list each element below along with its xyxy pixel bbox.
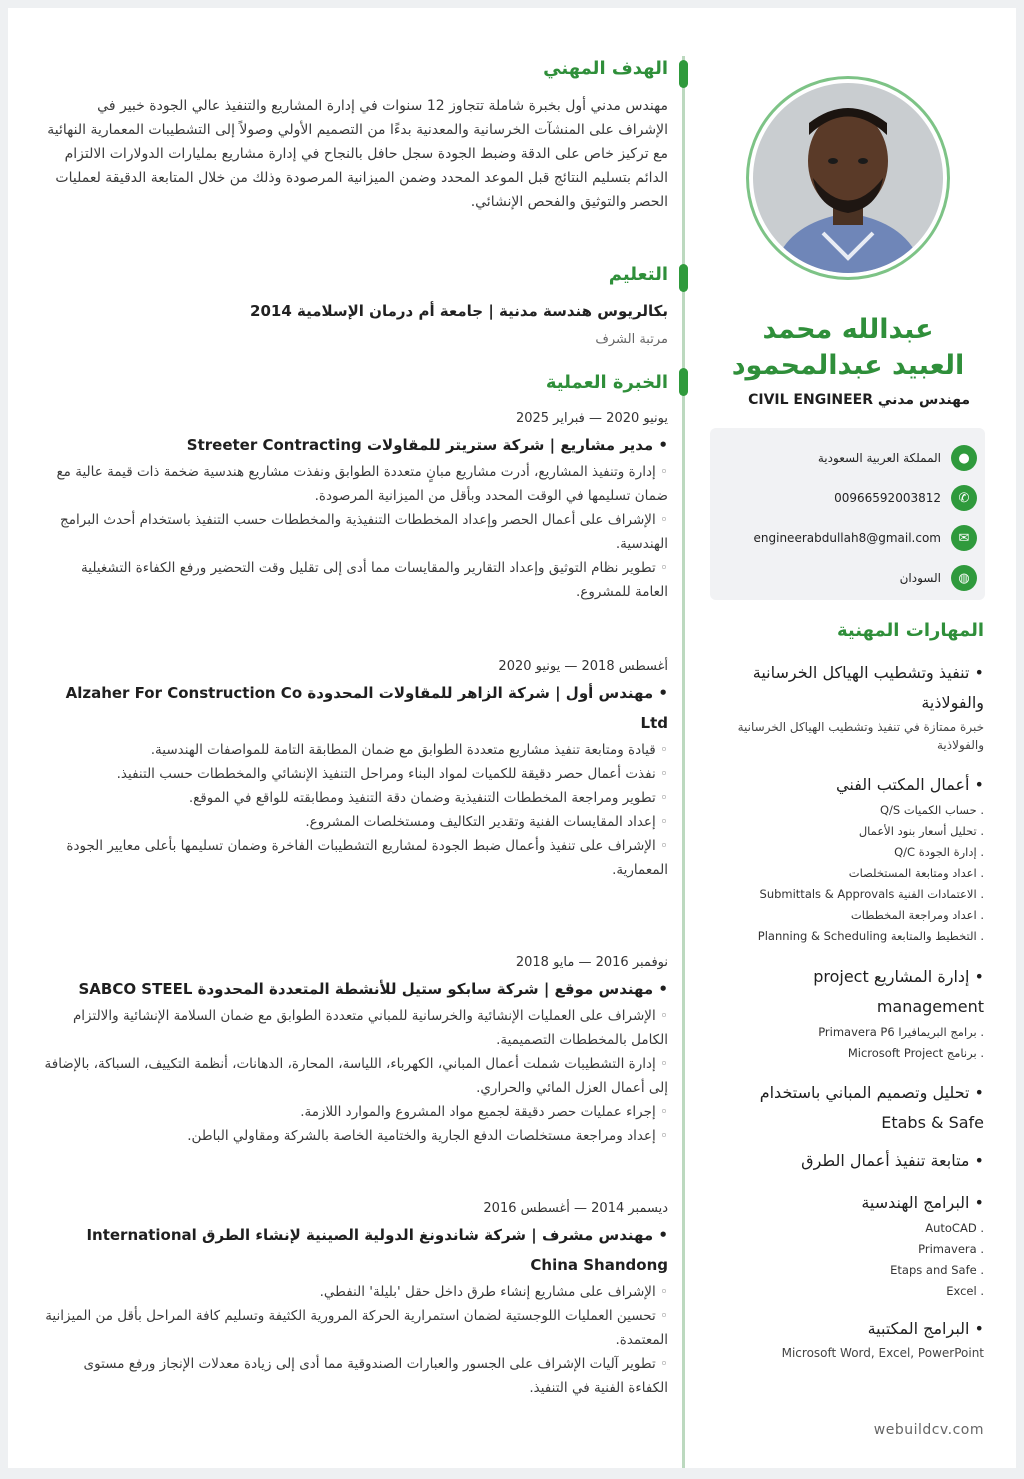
- contact-text: السودان: [899, 571, 941, 585]
- skill-desc: خبرة ممتازة في تنفيذ وتشطيب الهياكل الخرسانية والفولاذية: [737, 720, 984, 752]
- skill-sub: . حساب الكميات Q/S: [720, 800, 984, 821]
- job-bullet: ◦ تحسين العمليات اللوجستية لضمان استمرارية الحركة المرورية الكثيفة وتسليم كافة المراحل بأقل من الميزانية المعتمدة.: [44, 1304, 668, 1352]
- job-bullet: ◦ الإشراف على مشاريع إنشاء طرق داخل حقل 'بليلة' النفطي.: [44, 1280, 668, 1304]
- job-title: • مهندس موقع | شركة سابكو ستيل للأنشطة المتعددة المحدودة SABCO STEEL: [78, 980, 668, 998]
- contact-text: engineerabdullah8@gmail.com: [753, 531, 941, 545]
- skill-sub: . التخطيط والمتابعة Planning & Scheduling: [720, 926, 984, 947]
- job-bullet: ◦ إدارة وتنفيذ المشاريع، أدرت مشاريع مبانٍ متعددة الطوابق ونفذت مشاريع هندسية ضخمة ذات قيمة عالية مع ضمان تسليمها في الوقت المحدد وبأقل من الميزانية المرصودة.: [44, 460, 668, 508]
- job-date: نوفمبر 2016 — مايو 2018: [515, 955, 668, 970]
- job-bullet: ◦ إجراء عمليات حصر دقيقة لجميع مواد المشروع والموارد اللازمة.: [44, 1100, 668, 1124]
- job-entry: [44, 656, 668, 882]
- skill-sub: . اعداد ومتابعة المستخلصات: [720, 863, 984, 884]
- section-marker: [679, 264, 688, 292]
- section-marker: [679, 60, 688, 88]
- job-entry: [44, 1198, 668, 1400]
- education-degree: بكالريوس هندسة مدنية | جامعة أم درمان الإسلامية 2014: [250, 302, 668, 320]
- skill-head: • البرامج المكتبية: [720, 1314, 984, 1344]
- experience-title: الخبرة العملية: [545, 372, 668, 393]
- job-bullet: ◦ الإشراف على أعمال الحصر وإعداد المخططات التنفيذية والمخططات حسب التنفيذ باستخدام أحدث البرامج الهندسية.: [44, 508, 668, 556]
- skill-sub: . تحليل أسعار بنود الأعمال: [720, 821, 984, 842]
- job-date: ديسمبر 2014 — أغسطس 2016: [483, 1201, 668, 1216]
- skill-head: • أعمال المكتب الفني: [720, 770, 984, 800]
- job-bullet: ◦ إعداد المقايسات الفنية وتقدير التكاليف ومستخلصات المشروع.: [44, 810, 668, 834]
- footer-site[interactable]: webuildcv.com: [873, 1422, 984, 1438]
- skill-sub: . Excel: [720, 1281, 984, 1302]
- skill-head: • إدارة المشاريع project management: [720, 962, 984, 1022]
- contact-box: [710, 428, 985, 600]
- job-date: يونيو 2020 — فبراير 2025: [515, 411, 668, 426]
- resume-page: [8, 8, 1016, 1468]
- job-title: • مدير مشاريع | شركة ستريتر للمقاولات Streeter Contracting: [186, 436, 668, 454]
- skill-sub: . Primavera: [720, 1239, 984, 1260]
- skill-sub: . إدارة الجودة Q/C: [720, 842, 984, 863]
- skill-head: • البرامج الهندسية: [720, 1188, 984, 1218]
- skill-item: [720, 1078, 984, 1138]
- job-role: مهندس مدني CIVIL ENGINEER: [748, 392, 970, 408]
- skill-item: [720, 962, 984, 1064]
- contact-location: [818, 444, 977, 472]
- mail-icon: ✉: [951, 525, 977, 551]
- job-entry: [44, 408, 668, 604]
- job-bullet: ◦ تطوير ومراجعة المخططات التنفيذية وضمان دقة التنفيذ ومطابقته للواقع في الموقع.: [44, 786, 668, 810]
- contact-text: 00966592003812: [834, 491, 941, 505]
- job-bullet: ◦ نفذت أعمال حصر دقيقة للكميات لمواد البناء ومراحل التنفيذ الإنشائي والمخططات حسب التنفيذ.: [44, 762, 668, 786]
- skill-sub: . برنامج Microsoft Project: [720, 1043, 984, 1064]
- skill-item: [720, 770, 984, 947]
- contact-email[interactable]: [754, 524, 977, 552]
- job-title: • مهندس أول | شركة الزاهر للمقاولات المحدودة Alzaher For Construction Co Ltd: [65, 684, 668, 732]
- globe-icon: ◍: [951, 565, 977, 591]
- education-honor: مرتبة الشرف: [595, 332, 668, 347]
- skill-item: [720, 658, 984, 754]
- job-bullet: ◦ الإشراف على العمليات الإنشائية والخرسانية للمباني متعددة الطوابق مع ضمان السلامة الإنشائية والالتزام الكامل بالمخططات التصميمية.: [44, 1004, 668, 1052]
- skills-title: المهارات المهنية: [836, 620, 984, 641]
- contact-phone[interactable]: [834, 484, 977, 512]
- job-bullet: ◦ قيادة ومتابعة تنفيذ مشاريع متعددة الطوابق مع ضمان المطابقة التامة للمواصفات الهندسية.: [44, 738, 668, 762]
- objective-title: الهدف المهني: [543, 58, 668, 79]
- skill-item: [720, 1146, 984, 1176]
- job-date: أغسطس 2018 — يونيو 2020: [498, 659, 668, 674]
- profile-photo-frame: [746, 76, 950, 280]
- contact-nationality: [900, 564, 977, 592]
- job-bullet: ◦ إعداد ومراجعة مستخلصات الدفع الجارية والختامية الخاصة بالشركة ومقاولي الباطن.: [44, 1124, 668, 1148]
- education-title: التعليم: [608, 264, 668, 285]
- job-bullet: ◦ إدارة التشطيبات شملت أعمال المباني، الكهرباء، اللياسة، المحارة، الدهانات، أنظمة التكييف، السباكة، بالإضافة إلى أعمال العزل المائي والحراري.: [44, 1052, 668, 1100]
- name-line-2: العبيد عبدالمحمود: [731, 350, 965, 381]
- job-bullet: ◦ الإشراف على تنفيذ وأعمال ضبط الجودة لمشاريع التشطيبات الفاخرة وضمان تسليمها بأعلى معايير الجودة المعمارية.: [44, 834, 668, 882]
- profile-photo: [753, 83, 943, 273]
- job-bullet: ◦ تطوير آليات الإشراف على الجسور والعبارات الصندوقية مما أدى إلى زيادة معدلات الإنجاز ورفع مستوى الكفاءة الفنية في التنفيذ.: [44, 1352, 668, 1400]
- skill-sub: . اعداد ومراجعة المخططات: [720, 905, 984, 926]
- skill-desc: Microsoft Word, Excel, PowerPoint: [781, 1346, 984, 1360]
- objective-text: مهندس مدني أول بخبرة شاملة تتجاوز 12 سنوات في إدارة المشاريع والتنفيذ عالي الجودة خبير في الإشراف على المنشآت الخرسانية والمعدنية بدءًا من التصميم الأولي وصولاً إلى التشطيبات المعمارية النهائية مع تركيز خاص على الدقة وضبط الجودة سجل حافل بالنجاح في إدارة مشاريع بمليارات الدولارات الالتزام الدائم بتسليم النتائج قبل الموعد المحدد وضمن الميزانية المرصودة وذلك من خلال المتابعة الدقيقة لعمليات الحصر والتوثيق والفحص الإنشائي.: [47, 98, 668, 210]
- contact-text: المملكة العربية السعودية: [817, 451, 941, 465]
- job-entry: [44, 952, 668, 1148]
- skill-head: • تنفيذ وتشطيب الهياكل الخرسانية والفولاذية: [720, 658, 984, 718]
- skill-sub: . AutoCAD: [720, 1218, 984, 1239]
- skill-sub: . Etaps and Safe: [720, 1260, 984, 1281]
- skill-head: • تحليل وتصميم المباني باستخدام Etabs & Safe: [720, 1078, 984, 1138]
- phone-icon: ✆: [951, 485, 977, 511]
- person-name: [708, 312, 988, 384]
- skill-item: [720, 1188, 984, 1302]
- job-title: • مهندس مشرف | شركة شاندونغ الدولية الصينية لإنشاء الطرق International China Shandong: [86, 1226, 668, 1274]
- job-bullet: ◦ تطوير نظام التوثيق وإعداد التقارير والمقايسات مما أدى إلى تقليل وقت التحضير ورفع الكفاءة التشغيلية العامة للمشروع.: [44, 556, 668, 604]
- skill-sub: . الاعتمادات الفنية Submittals & Approvals: [720, 884, 984, 905]
- skill-item: [720, 1314, 984, 1362]
- name-line-1: عبدالله محمد: [762, 314, 934, 345]
- skill-head: • متابعة تنفيذ أعمال الطرق: [720, 1146, 984, 1176]
- section-marker: [679, 368, 688, 396]
- skill-sub: . برامج البريمافيرا Primavera P6: [720, 1022, 984, 1043]
- location-icon: ●: [951, 445, 977, 471]
